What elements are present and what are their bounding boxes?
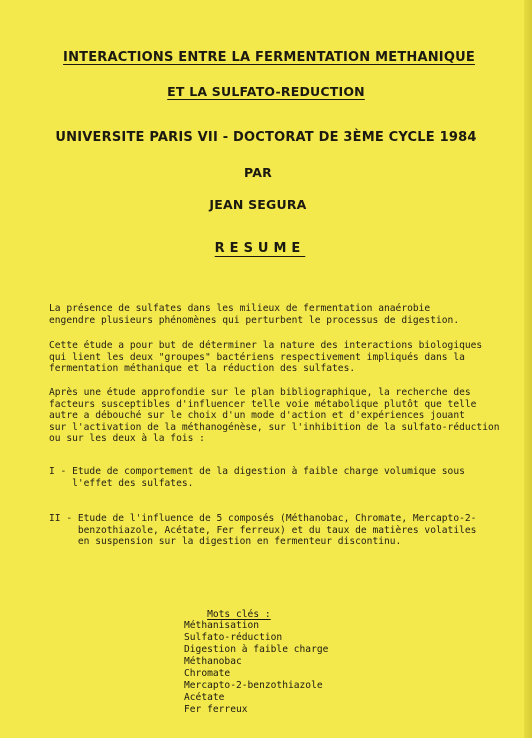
keyword-item: Méthanobac [184, 656, 242, 667]
keyword-item: Fer ferreux [184, 704, 248, 715]
keywords-heading-text: Mots clés : [207, 609, 271, 620]
resume-heading-text: RESUME [214, 241, 306, 256]
page-edge [524, 0, 532, 738]
keyword-item: Chromate [184, 668, 231, 679]
by-label: PAR [244, 165, 272, 180]
paragraph-1: La présence de sulfates dans les milieux de fermentation anaérobie engendre plusieurs phénomènes qui perturbent le processus de digestion. [49, 303, 460, 326]
keyword-item: Acétate [184, 692, 225, 703]
paragraph-2: Cette étude a pour but de déterminer la nature des interactions biologiques qui lient les deux "groupes" bactériens respectivement impliqués dans la fermentation méthanique et la réduction des sulfates. [49, 340, 483, 375]
keywords-list [184, 620, 328, 716]
keyword-item: Mercapto-2-benzothiazole [184, 680, 323, 691]
title-line-1 [0, 50, 532, 65]
keyword-item: Méthanisation [184, 620, 260, 631]
item-2: II - Etude de l'influence de 5 composés (Méthanobac, Chromate, Mercapto-2- benzothiazole, Acétate, Fer ferreux) et du taux de matières volatiles en suspension sur la digestion en fermenteur discontinu. [49, 513, 477, 548]
author-name: JEAN SEGURA [209, 197, 307, 212]
title-line-1-text: INTERACTIONS ENTRE LA FERMENTATION METHANIQUE [63, 50, 475, 65]
title-line-2 [0, 84, 532, 99]
title-line-2-text: ET LA SULFATO-REDUCTION [167, 84, 365, 99]
keyword-item: Digestion à faible charge [184, 644, 329, 655]
university-line: UNIVERSITE PARIS VII - DOCTORAT DE 3ÈME CYCLE 1984 [55, 130, 477, 145]
resume-heading [0, 241, 526, 256]
keyword-item: Sulfato-réduction [184, 632, 283, 643]
paragraph-3: Après une étude approfondie sur le plan bibliographique, la recherche des facteurs susceptibles d'influencer telle voie métabolique plutôt que telle autre a débouché sur le choix d'un mode d'action et d'expériences jouant sur l'activation de la méthanogénèse, sur l'inhibition de la sulfato-réduction ou sur les deux à la fois : [49, 387, 500, 445]
item-1: I - Etude de comportement de la digestion à faible charge volumique sous l'effet des sulfates. [49, 466, 465, 489]
